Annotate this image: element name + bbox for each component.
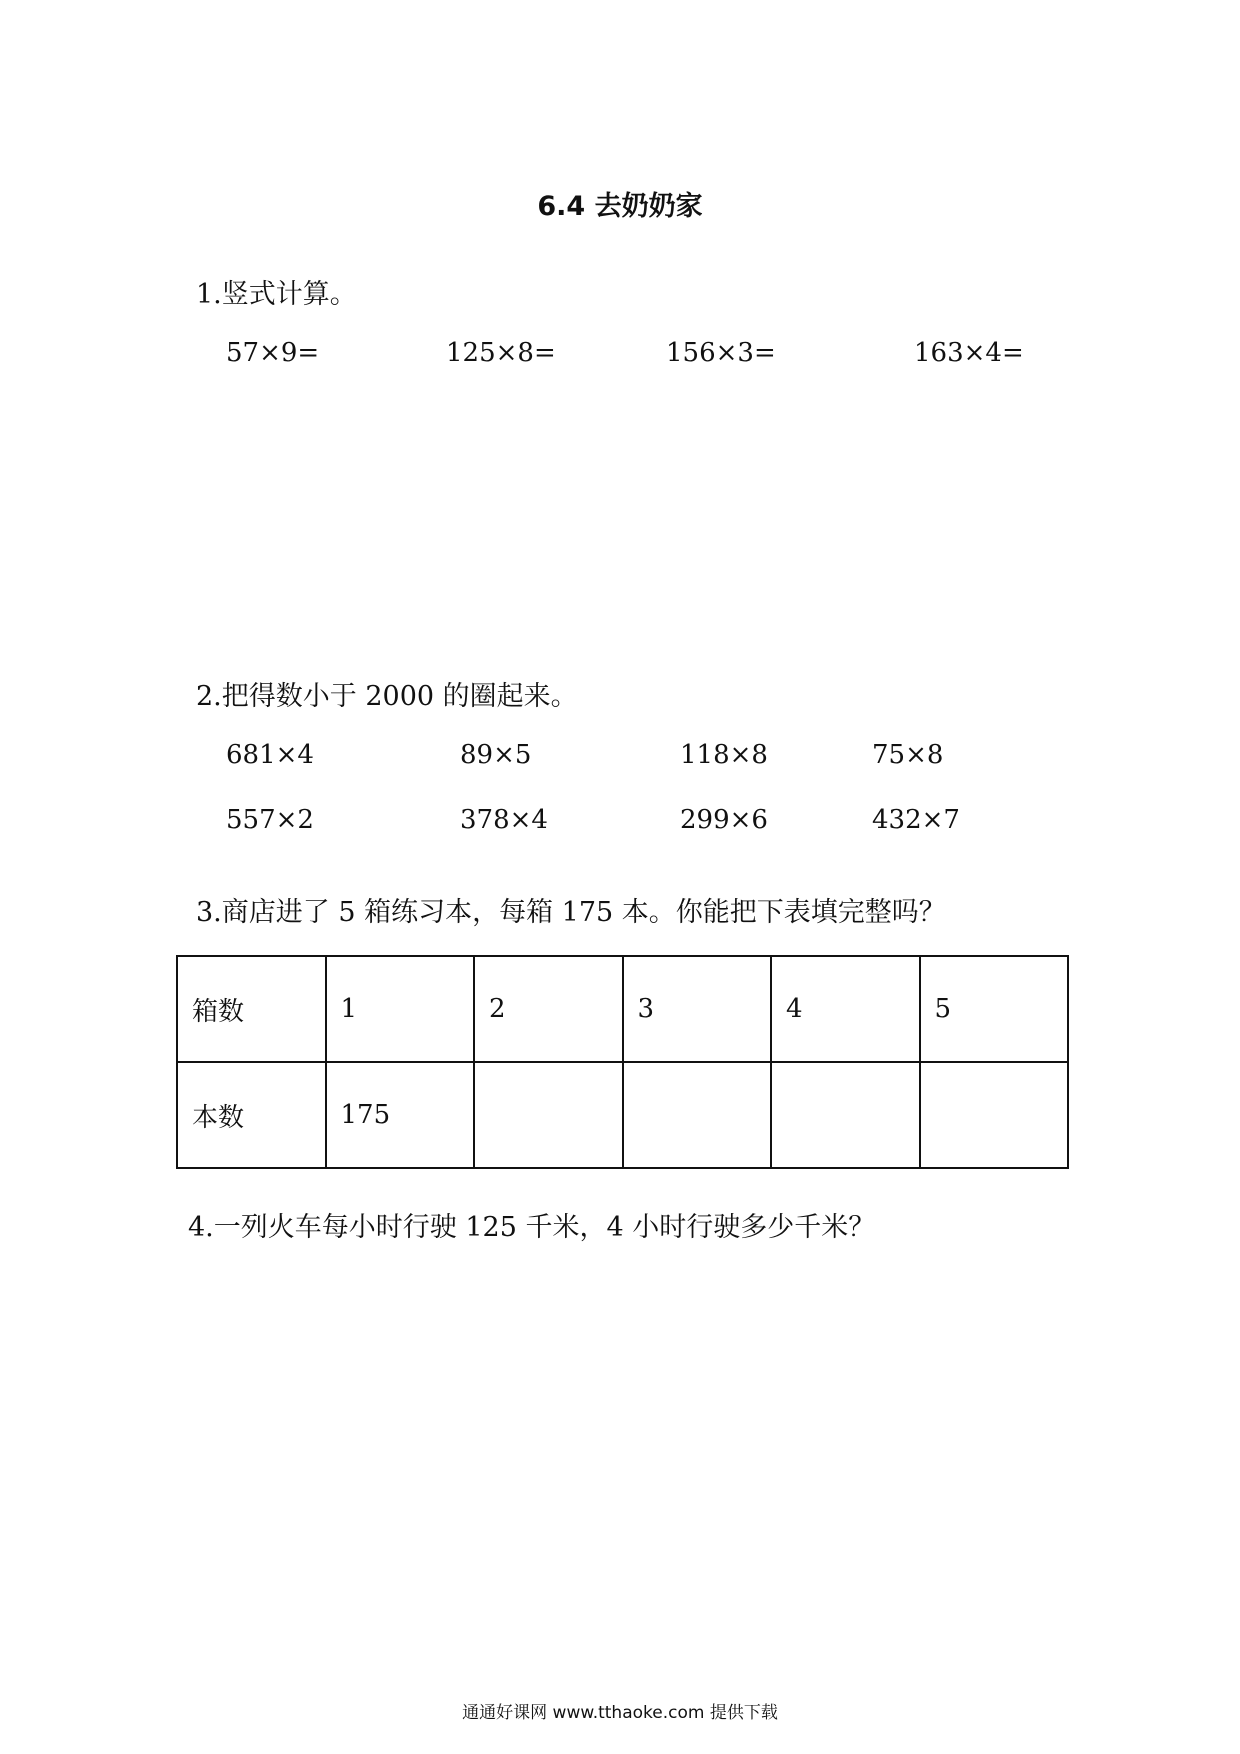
table-cell: [771, 1062, 920, 1168]
table-cell: 3: [623, 956, 772, 1062]
table-cell: 1: [326, 956, 475, 1062]
table-cell: [920, 1062, 1069, 1168]
table-cell: 175: [326, 1062, 475, 1168]
q2-expression: 89×5: [460, 740, 532, 770]
q1-expression: 125×8=: [446, 338, 556, 368]
question-1-text: 1.竖式计算。: [196, 279, 357, 310]
table-row: [177, 956, 1068, 1062]
table-cell: [623, 1062, 772, 1168]
table-cell: 4: [771, 956, 920, 1062]
q2-expression: 557×2: [226, 805, 314, 835]
table-header-cell: 箱数: [177, 956, 326, 1062]
footer-credit: 通通好课网 www.tthaoke.com 提供下载: [462, 1703, 778, 1723]
q1-expression: 156×3=: [666, 338, 776, 368]
q2-expression: 299×6: [680, 805, 768, 835]
q2-expression: 75×8: [872, 740, 944, 770]
table-cell: [474, 1062, 623, 1168]
question-2-text: 2.把得数小于 2000 的圈起来。: [196, 681, 578, 712]
table-cell: 5: [920, 956, 1069, 1062]
table-row: [177, 1062, 1068, 1168]
question-4-text: 4.一列火车每小时行驶 125 千米，4 小时行驶多少千米？: [188, 1212, 876, 1243]
table-header-cell: 本数: [177, 1062, 326, 1168]
q2-expression: 681×4: [226, 740, 314, 770]
q2-expression: 432×7: [872, 805, 960, 835]
q1-expression: 163×4=: [914, 338, 1024, 368]
table-cell: 2: [474, 956, 623, 1062]
page-title: 6.4 去奶奶家: [537, 191, 703, 222]
fill-in-table: [176, 955, 1069, 1169]
q2-expression: 378×4: [460, 805, 548, 835]
question-3-text: 3.商店进了 5 箱练习本，每箱 175 本。你能把下表填完整吗？: [196, 897, 946, 928]
q1-expression: 57×9=: [226, 338, 320, 368]
q2-expression: 118×8: [680, 740, 768, 770]
